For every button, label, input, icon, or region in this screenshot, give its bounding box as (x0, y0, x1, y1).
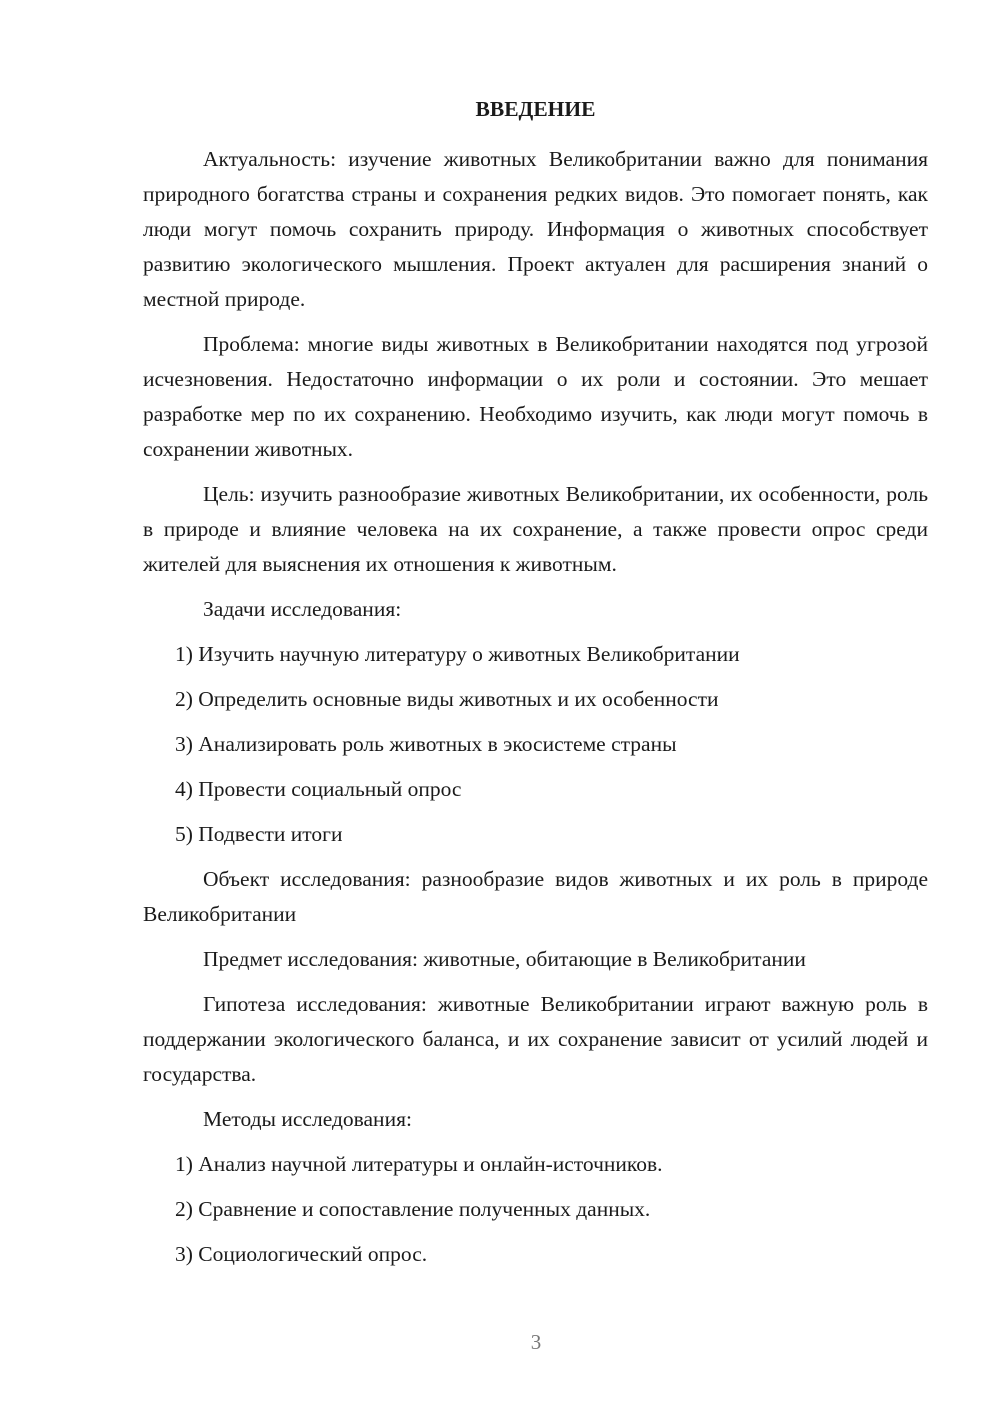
list-item: 4) Провести социальный опрос (175, 777, 462, 801)
tasks-heading: Задачи исследования: (203, 597, 402, 621)
tasks-list (143, 637, 928, 852)
list-item: 3) Социологический опрос. (175, 1242, 428, 1266)
list-item: 1) Изучить научную литературу о животных Великобритании (175, 642, 740, 666)
section-title: ВВЕДЕНИЕ (475, 97, 596, 121)
object-paragraph: Объект исследования: разнообразие видов животных и их роль в природе Великобритании (143, 867, 928, 926)
page-number: 3 (530, 1330, 542, 1354)
subject-paragraph: Предмет исследования: животные, обитающие в Великобритании (203, 947, 806, 971)
list-item: 5) Подвести итоги (175, 822, 343, 846)
list-item: 2) Определить основные виды животных и их особенности (175, 687, 719, 711)
methods-heading: Методы исследования: (203, 1107, 412, 1131)
document-page (143, 92, 928, 1282)
list-item: 3) Анализировать роль животных в экосистеме страны (175, 732, 677, 756)
methods-list (143, 1147, 928, 1272)
list-item: 2) Сравнение и сопоставление полученных данных. (175, 1197, 651, 1221)
relevance-paragraph: Актуальность: изучение животных Великобритании важно для понимания природного богатства страны и сохранения редких видов. Это помогает понять, как люди могут помочь сохранить природу. Информация о животных способствует развитию экологического мышления. Проект актуален для расширения знаний о местной природе. (143, 147, 928, 311)
hypothesis-paragraph: Гипотеза исследования: животные Великобритании играют важную роль в поддержании экологического баланса, и их сохранение зависит от усилий людей и государства. (143, 992, 928, 1086)
goal-paragraph: Цель: изучить разнообразие животных Великобритании, их особенности, роль в природе и влияние человека на их сохранение, а также провести опрос среди жителей для выяснения их отношения к животным. (143, 482, 928, 576)
list-item: 1) Анализ научной литературы и онлайн-источников. (175, 1152, 663, 1176)
problem-paragraph: Проблема: многие виды животных в Великобритании находятся под угрозой исчезновения. Недостаточно информации о их роли и состоянии. Это мешает разработке мер по их сохранению. Необходимо изучить, как люди могут помочь в сохранении животных. (143, 332, 928, 461)
